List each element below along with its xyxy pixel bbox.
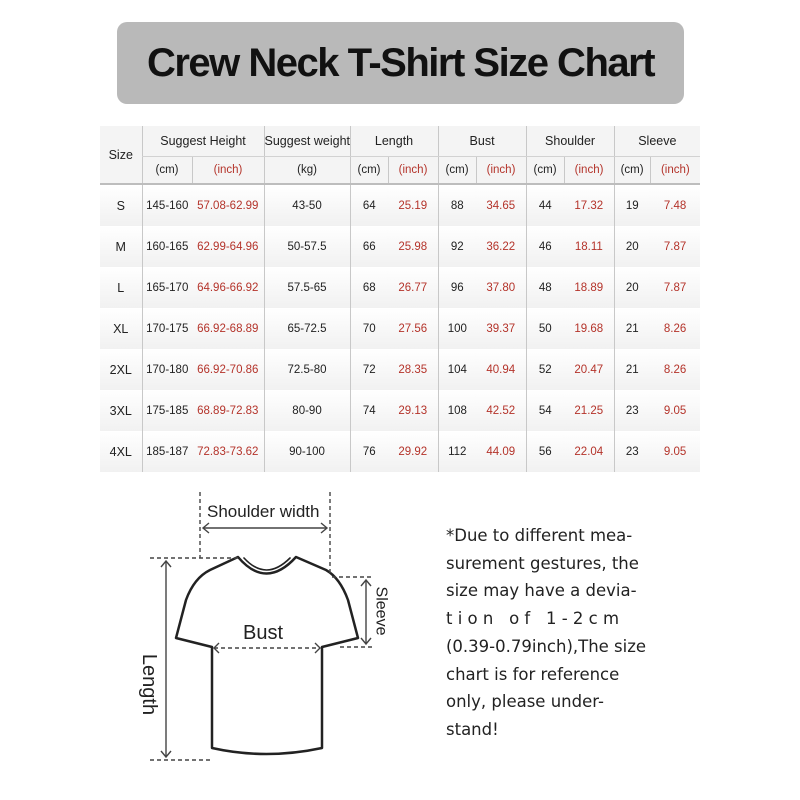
table-cell: 43-50 xyxy=(264,184,350,226)
table-row xyxy=(100,431,700,472)
table-cell: 96 xyxy=(438,267,476,308)
size-chart-table xyxy=(100,126,700,472)
table-cell: 46 xyxy=(526,226,564,267)
table-row xyxy=(100,349,700,390)
shoulder-group-header: Shoulder xyxy=(526,126,614,157)
table-cell: 50 xyxy=(526,308,564,349)
size-cell: M xyxy=(100,226,142,267)
size-cell: 4XL xyxy=(100,431,142,472)
note-line: size may have a devia- xyxy=(446,581,637,601)
unit-header: (cm) xyxy=(526,157,564,185)
size-cell: 2XL xyxy=(100,349,142,390)
table-cell: 112 xyxy=(438,431,476,472)
table-row xyxy=(100,184,700,226)
unit-header: (cm) xyxy=(142,157,192,185)
table-cell: 42.52 xyxy=(476,390,526,431)
note-line: surement gestures, the xyxy=(446,553,639,573)
table-cell: 62.99-64.96 xyxy=(192,226,264,267)
table-cell: 25.19 xyxy=(388,184,438,226)
table-cell: 40.94 xyxy=(476,349,526,390)
bust-group-header: Bust xyxy=(438,126,526,157)
unit-header: (inch) xyxy=(476,157,526,185)
table-cell: 44 xyxy=(526,184,564,226)
size-cell: XL xyxy=(100,308,142,349)
table-cell: 7.87 xyxy=(650,226,700,267)
table-cell: 18.89 xyxy=(564,267,614,308)
table-cell: 88 xyxy=(438,184,476,226)
header-row-units xyxy=(100,157,700,185)
table-cell: 57.5-65 xyxy=(264,267,350,308)
table-cell: 145-160 xyxy=(142,184,192,226)
table-cell: 100 xyxy=(438,308,476,349)
size-cell: 3XL xyxy=(100,390,142,431)
table-cell: 66.92-70.86 xyxy=(192,349,264,390)
table-cell: 52 xyxy=(526,349,564,390)
title-banner xyxy=(117,22,684,104)
note-line: only, please under- xyxy=(446,692,604,712)
unit-header: (inch) xyxy=(564,157,614,185)
weight-group-header: Suggest weight xyxy=(264,126,350,157)
table-cell: 21 xyxy=(614,308,650,349)
table-cell: 76 xyxy=(350,431,388,472)
deviation-note xyxy=(446,522,668,744)
table-cell: 170-180 xyxy=(142,349,192,390)
length-label: Length xyxy=(138,653,161,716)
table-cell: 26.77 xyxy=(388,267,438,308)
size-cell: L xyxy=(100,267,142,308)
table-cell: 72.5-80 xyxy=(264,349,350,390)
note-line: t i o n o f 1 - 2 c m xyxy=(446,609,620,629)
table-cell: 18.11 xyxy=(564,226,614,267)
table-cell: 34.65 xyxy=(476,184,526,226)
unit-header: (cm) xyxy=(614,157,650,185)
table-cell: 170-175 xyxy=(142,308,192,349)
table-cell: 90-100 xyxy=(264,431,350,472)
table-cell: 66.92-68.89 xyxy=(192,308,264,349)
table-cell: 80-90 xyxy=(264,390,350,431)
note-line: (0.39-0.79inch),The size xyxy=(446,636,647,656)
table-cell: 56 xyxy=(526,431,564,472)
bust-label: Bust xyxy=(243,622,284,644)
table-row xyxy=(100,226,700,267)
table-cell: 74 xyxy=(350,390,388,431)
table-cell: 39.37 xyxy=(476,308,526,349)
table-cell: 70 xyxy=(350,308,388,349)
table-cell: 8.26 xyxy=(650,349,700,390)
sleeve-label: Sleeve xyxy=(372,586,390,636)
table-cell: 108 xyxy=(438,390,476,431)
table-cell: 92 xyxy=(438,226,476,267)
table-row xyxy=(100,390,700,431)
table-cell: 160-165 xyxy=(142,226,192,267)
size-cell: S xyxy=(100,184,142,226)
note-line: stand! xyxy=(446,719,499,739)
tshirt-outline-icon xyxy=(176,557,358,754)
table-cell: 19.68 xyxy=(564,308,614,349)
table-cell: 66 xyxy=(350,226,388,267)
shoulder-width-label: Shoulder width xyxy=(207,502,320,521)
table-cell: 9.05 xyxy=(650,390,700,431)
table-cell: 20.47 xyxy=(564,349,614,390)
table-cell: 68.89-72.83 xyxy=(192,390,264,431)
table-cell: 104 xyxy=(438,349,476,390)
table-cell: 64 xyxy=(350,184,388,226)
table-cell: 29.92 xyxy=(388,431,438,472)
size-rows xyxy=(100,184,700,472)
size-column-header: Size xyxy=(100,126,142,184)
table-row xyxy=(100,308,700,349)
table-cell: 20 xyxy=(614,226,650,267)
table-cell: 44.09 xyxy=(476,431,526,472)
table-cell: 17.32 xyxy=(564,184,614,226)
height-group-header: Suggest Height xyxy=(142,126,264,157)
table-cell: 21.25 xyxy=(564,390,614,431)
table-cell: 48 xyxy=(526,267,564,308)
table-cell: 7.48 xyxy=(650,184,700,226)
table-cell: 54 xyxy=(526,390,564,431)
table-cell: 185-187 xyxy=(142,431,192,472)
table-cell: 20 xyxy=(614,267,650,308)
table-cell: 72.83-73.62 xyxy=(192,431,264,472)
table-cell: 68 xyxy=(350,267,388,308)
table-cell: 37.80 xyxy=(476,267,526,308)
table-cell: 36.22 xyxy=(476,226,526,267)
unit-header: (inch) xyxy=(650,157,700,185)
table-cell: 22.04 xyxy=(564,431,614,472)
table-cell: 25.98 xyxy=(388,226,438,267)
note-line: chart is for reference xyxy=(446,664,620,684)
table-cell: 50-57.5 xyxy=(264,226,350,267)
length-group-header: Length xyxy=(350,126,438,157)
table-row xyxy=(100,267,700,308)
unit-header: (cm) xyxy=(438,157,476,185)
table-cell: 175-185 xyxy=(142,390,192,431)
note-line: *Due to different mea- xyxy=(446,526,633,545)
sleeve-group-header: Sleeve xyxy=(614,126,700,157)
unit-header: (inch) xyxy=(192,157,264,185)
unit-header: (inch) xyxy=(388,157,438,185)
page-title: Crew Neck T-Shirt Size Chart xyxy=(146,40,655,85)
table-cell: 8.26 xyxy=(650,308,700,349)
table-cell: 27.56 xyxy=(388,308,438,349)
table-cell: 28.35 xyxy=(388,349,438,390)
table-cell: 23 xyxy=(614,390,650,431)
table-cell: 72 xyxy=(350,349,388,390)
table-cell: 65-72.5 xyxy=(264,308,350,349)
table-cell: 19 xyxy=(614,184,650,226)
table-cell: 165-170 xyxy=(142,267,192,308)
unit-header: (cm) xyxy=(350,157,388,185)
table-cell: 23 xyxy=(614,431,650,472)
table-cell: 29.13 xyxy=(388,390,438,431)
header-row-groups xyxy=(100,126,700,157)
table-cell: 7.87 xyxy=(650,267,700,308)
table-cell: 64.96-66.92 xyxy=(192,267,264,308)
table-cell: 9.05 xyxy=(650,431,700,472)
unit-header: (kg) xyxy=(264,157,350,185)
table-cell: 57.08-62.99 xyxy=(192,184,264,226)
table-cell: 21 xyxy=(614,349,650,390)
